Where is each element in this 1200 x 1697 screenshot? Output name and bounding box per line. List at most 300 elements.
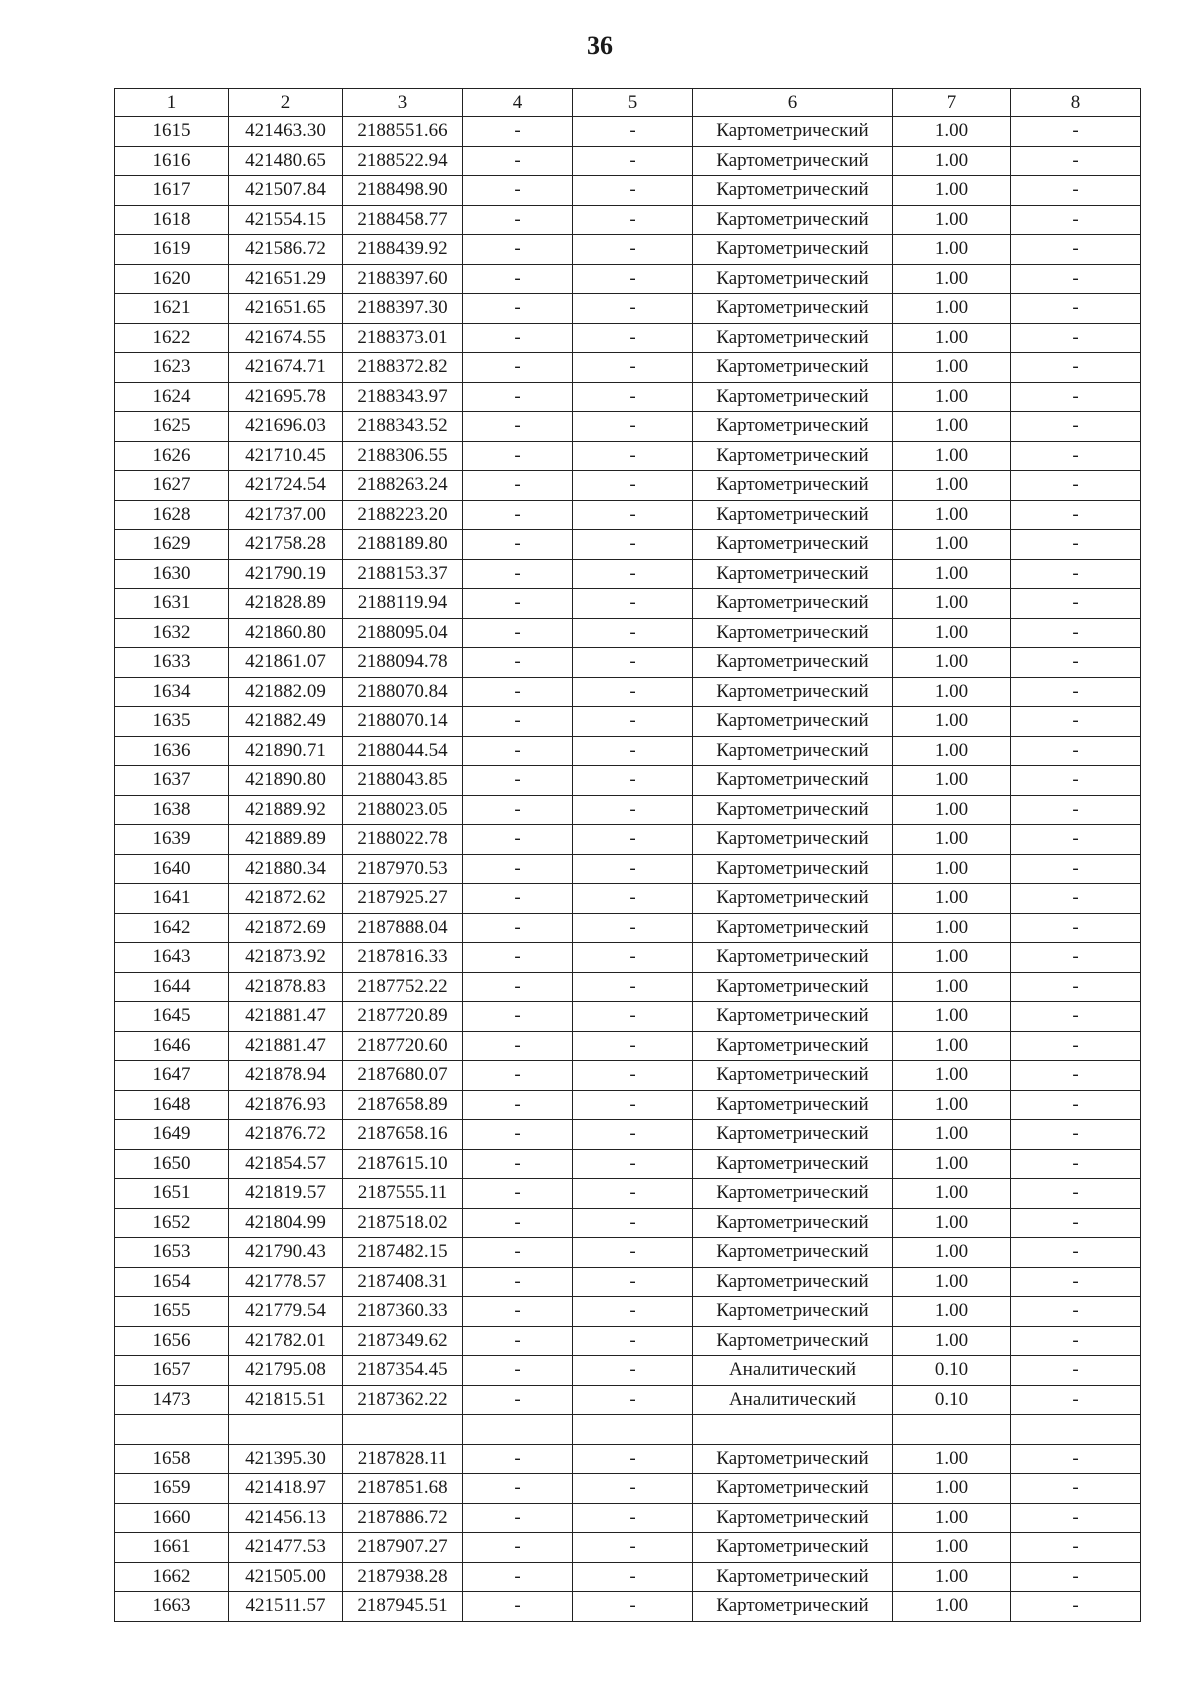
table-cell: - bbox=[573, 1503, 693, 1533]
table-cell: 1.00 bbox=[893, 353, 1011, 383]
table-cell: - bbox=[573, 589, 693, 619]
table-cell: - bbox=[463, 795, 573, 825]
table-cell: - bbox=[463, 618, 573, 648]
table-cell: - bbox=[1011, 618, 1141, 648]
table-cell: - bbox=[1011, 264, 1141, 294]
table-cell: Картометрический bbox=[693, 795, 893, 825]
table-cell: Картометрический bbox=[693, 1002, 893, 1032]
table-row bbox=[115, 1385, 1141, 1415]
table-cell: 1.00 bbox=[893, 1002, 1011, 1032]
table-cell: 2187945.51 bbox=[343, 1592, 463, 1622]
table-cell: 421819.57 bbox=[229, 1179, 343, 1209]
table-row bbox=[115, 1533, 1141, 1563]
table-cell bbox=[115, 1415, 229, 1445]
table-cell: 1.00 bbox=[893, 205, 1011, 235]
table-cell: - bbox=[463, 677, 573, 707]
table-cell: - bbox=[1011, 736, 1141, 766]
table-cell: - bbox=[573, 146, 693, 176]
table-row bbox=[115, 1267, 1141, 1297]
table-cell: - bbox=[573, 1149, 693, 1179]
table-cell: Картометрический bbox=[693, 471, 893, 501]
table-cell: - bbox=[1011, 559, 1141, 589]
table-cell: 1637 bbox=[115, 766, 229, 796]
table-cell: - bbox=[1011, 677, 1141, 707]
table-cell: 421724.54 bbox=[229, 471, 343, 501]
table-cell: - bbox=[463, 146, 573, 176]
table-cell: - bbox=[463, 323, 573, 353]
table-cell: - bbox=[1011, 1503, 1141, 1533]
table-cell: 1.00 bbox=[893, 146, 1011, 176]
table-cell: Картометрический bbox=[693, 648, 893, 678]
table-cell: 1639 bbox=[115, 825, 229, 855]
table-cell: 2188373.01 bbox=[343, 323, 463, 353]
table-cell: 1631 bbox=[115, 589, 229, 619]
table-row bbox=[115, 854, 1141, 884]
table-cell: 421804.99 bbox=[229, 1208, 343, 1238]
table-cell: 421890.80 bbox=[229, 766, 343, 796]
table-cell: Картометрический bbox=[693, 441, 893, 471]
table-cell: 2188439.92 bbox=[343, 235, 463, 265]
table-cell: - bbox=[463, 736, 573, 766]
table-row bbox=[115, 1208, 1141, 1238]
table-cell: - bbox=[1011, 1474, 1141, 1504]
table-cell: 1629 bbox=[115, 530, 229, 560]
table-cell: - bbox=[1011, 235, 1141, 265]
table-cell: 1652 bbox=[115, 1208, 229, 1238]
table-cell: 1.00 bbox=[893, 736, 1011, 766]
table-cell: - bbox=[573, 1326, 693, 1356]
table-cell: 1.00 bbox=[893, 1090, 1011, 1120]
table-cell: - bbox=[463, 1503, 573, 1533]
table-cell: 1638 bbox=[115, 795, 229, 825]
table-cell: 2188044.54 bbox=[343, 736, 463, 766]
table-cell: - bbox=[463, 382, 573, 412]
table-cell: 2188522.94 bbox=[343, 146, 463, 176]
table-cell: 2187518.02 bbox=[343, 1208, 463, 1238]
table-cell: - bbox=[1011, 412, 1141, 442]
table-cell: Картометрический bbox=[693, 854, 893, 884]
table-cell: 1.00 bbox=[893, 1297, 1011, 1327]
table-cell: - bbox=[1011, 323, 1141, 353]
table-cell: 1627 bbox=[115, 471, 229, 501]
table-cell: - bbox=[1011, 707, 1141, 737]
table-cell: 2188119.94 bbox=[343, 589, 463, 619]
table-row bbox=[115, 972, 1141, 1002]
table-cell: 1.00 bbox=[893, 972, 1011, 1002]
table-cell: - bbox=[573, 707, 693, 737]
table-cell: - bbox=[463, 500, 573, 530]
table-row bbox=[115, 323, 1141, 353]
table-cell: 2188397.30 bbox=[343, 294, 463, 324]
table-cell: 1643 bbox=[115, 943, 229, 973]
page-number: 36 bbox=[587, 31, 613, 60]
table-cell: - bbox=[463, 1031, 573, 1061]
table-cell: - bbox=[463, 1326, 573, 1356]
table-cell: - bbox=[463, 1208, 573, 1238]
table-cell: 2188070.84 bbox=[343, 677, 463, 707]
table-row bbox=[115, 1149, 1141, 1179]
table-cell: 1641 bbox=[115, 884, 229, 914]
table-cell: Картометрический bbox=[693, 1326, 893, 1356]
table-cell: 1.00 bbox=[893, 766, 1011, 796]
table-row bbox=[115, 1120, 1141, 1150]
table-cell: 1.00 bbox=[893, 677, 1011, 707]
table-cell: - bbox=[463, 913, 573, 943]
table-cell: 1.00 bbox=[893, 707, 1011, 737]
table-cell: 2188223.20 bbox=[343, 500, 463, 530]
table-cell: - bbox=[1011, 795, 1141, 825]
table-cell: 1.00 bbox=[893, 235, 1011, 265]
table-cell: 2187615.10 bbox=[343, 1149, 463, 1179]
table-cell: 2187970.53 bbox=[343, 854, 463, 884]
table-cell: 421456.13 bbox=[229, 1503, 343, 1533]
table-cell: 2187720.89 bbox=[343, 1002, 463, 1032]
table-cell bbox=[893, 1415, 1011, 1445]
table-row bbox=[115, 618, 1141, 648]
table-cell: 1.00 bbox=[893, 1533, 1011, 1563]
table-cell: 421505.00 bbox=[229, 1562, 343, 1592]
table-cell: - bbox=[573, 441, 693, 471]
table-cell: Картометрический bbox=[693, 294, 893, 324]
table-cell: - bbox=[1011, 117, 1141, 147]
table-cell: Картометрический bbox=[693, 943, 893, 973]
table-row bbox=[115, 264, 1141, 294]
table-cell: - bbox=[463, 589, 573, 619]
table-row bbox=[115, 1031, 1141, 1061]
table-cell: - bbox=[573, 176, 693, 206]
table-cell: - bbox=[463, 412, 573, 442]
table-cell: - bbox=[463, 648, 573, 678]
table-cell: 1653 bbox=[115, 1238, 229, 1268]
table-cell: 1617 bbox=[115, 176, 229, 206]
table-cell: - bbox=[573, 1120, 693, 1150]
table-cell: - bbox=[463, 1297, 573, 1327]
column-header: 7 bbox=[893, 89, 1011, 117]
column-header: 2 bbox=[229, 89, 343, 117]
table-row bbox=[115, 117, 1141, 147]
table-cell: - bbox=[463, 1267, 573, 1297]
table-cell: - bbox=[1011, 530, 1141, 560]
table-cell: 421395.30 bbox=[229, 1444, 343, 1474]
table-row bbox=[115, 1356, 1141, 1386]
table-cell: - bbox=[573, 766, 693, 796]
table-cell: 1636 bbox=[115, 736, 229, 766]
table-cell: 421878.94 bbox=[229, 1061, 343, 1091]
table-cell: 1.00 bbox=[893, 943, 1011, 973]
table-row bbox=[115, 1474, 1141, 1504]
table-cell: 1663 bbox=[115, 1592, 229, 1622]
table-cell: 2187658.89 bbox=[343, 1090, 463, 1120]
table-cell: 421507.84 bbox=[229, 176, 343, 206]
table-cell: - bbox=[573, 1090, 693, 1120]
table-cell: - bbox=[1011, 1562, 1141, 1592]
table-cell: Картометрический bbox=[693, 1533, 893, 1563]
table-cell: 2187354.45 bbox=[343, 1356, 463, 1386]
table-cell: 1.00 bbox=[893, 382, 1011, 412]
table-cell: 421674.71 bbox=[229, 353, 343, 383]
table-cell: 2187362.22 bbox=[343, 1385, 463, 1415]
table-cell: - bbox=[1011, 1533, 1141, 1563]
table-cell: Картометрический bbox=[693, 1090, 893, 1120]
table-cell: - bbox=[573, 117, 693, 147]
table-cell bbox=[229, 1415, 343, 1445]
table-cell: 421477.53 bbox=[229, 1533, 343, 1563]
table-cell: - bbox=[573, 530, 693, 560]
table-cell: Картометрический bbox=[693, 530, 893, 560]
table-cell: - bbox=[463, 1356, 573, 1386]
table-row bbox=[115, 1179, 1141, 1209]
table-cell: 421695.78 bbox=[229, 382, 343, 412]
table-cell: 421554.15 bbox=[229, 205, 343, 235]
table-cell: Картометрический bbox=[693, 176, 893, 206]
table-cell bbox=[693, 1415, 893, 1445]
table-cell: 2188397.60 bbox=[343, 264, 463, 294]
table-cell: 1.00 bbox=[893, 648, 1011, 678]
table-cell: - bbox=[463, 176, 573, 206]
table-cell: - bbox=[1011, 884, 1141, 914]
table-cell: - bbox=[573, 913, 693, 943]
table-cell: - bbox=[463, 1533, 573, 1563]
table-cell: 1.00 bbox=[893, 323, 1011, 353]
table-body bbox=[115, 89, 1141, 1622]
table-cell: 2188023.05 bbox=[343, 795, 463, 825]
table-cell: 1.00 bbox=[893, 1474, 1011, 1504]
table-row bbox=[115, 353, 1141, 383]
table-cell: 421418.97 bbox=[229, 1474, 343, 1504]
table-cell: Аналитический bbox=[693, 1356, 893, 1386]
table-cell: 2188306.55 bbox=[343, 441, 463, 471]
table-cell: - bbox=[1011, 471, 1141, 501]
table-cell: 421861.07 bbox=[229, 648, 343, 678]
table-cell: - bbox=[573, 618, 693, 648]
table-cell: - bbox=[573, 1208, 693, 1238]
table-cell: - bbox=[573, 559, 693, 589]
table-cell: - bbox=[463, 1179, 573, 1209]
table-cell: 421790.19 bbox=[229, 559, 343, 589]
table-cell: - bbox=[1011, 1592, 1141, 1622]
table-cell: 2188458.77 bbox=[343, 205, 463, 235]
table-cell: Картометрический bbox=[693, 1444, 893, 1474]
table-cell: Картометрический bbox=[693, 677, 893, 707]
table-row bbox=[115, 1592, 1141, 1622]
table-cell: 2187680.07 bbox=[343, 1061, 463, 1091]
table-cell: 1.00 bbox=[893, 1120, 1011, 1150]
table-cell: - bbox=[1011, 1149, 1141, 1179]
table-cell: 1.00 bbox=[893, 1592, 1011, 1622]
table-cell: - bbox=[1011, 1238, 1141, 1268]
table-cell: - bbox=[573, 1356, 693, 1386]
table-cell: 1473 bbox=[115, 1385, 229, 1415]
table-cell: 1.00 bbox=[893, 1179, 1011, 1209]
table-cell: 2188189.80 bbox=[343, 530, 463, 560]
table-cell: 421873.92 bbox=[229, 943, 343, 973]
table-cell: 1633 bbox=[115, 648, 229, 678]
table-cell: - bbox=[573, 294, 693, 324]
table-cell: 1.00 bbox=[893, 1238, 1011, 1268]
table-row bbox=[115, 825, 1141, 855]
table-cell: 2188372.82 bbox=[343, 353, 463, 383]
table-cell: 2187752.22 bbox=[343, 972, 463, 1002]
table-cell: - bbox=[573, 943, 693, 973]
table-cell: Картометрический bbox=[693, 382, 893, 412]
table-cell: - bbox=[1011, 294, 1141, 324]
table-cell: 1.00 bbox=[893, 294, 1011, 324]
table-cell: - bbox=[1011, 825, 1141, 855]
table-cell: 1622 bbox=[115, 323, 229, 353]
table-cell: 1615 bbox=[115, 117, 229, 147]
table-cell: - bbox=[573, 1297, 693, 1327]
table-row bbox=[115, 1297, 1141, 1327]
table-cell: 2188551.66 bbox=[343, 117, 463, 147]
table-cell: - bbox=[463, 353, 573, 383]
table-cell: - bbox=[573, 382, 693, 412]
table-row bbox=[115, 736, 1141, 766]
table-cell: - bbox=[463, 294, 573, 324]
column-header: 3 bbox=[343, 89, 463, 117]
table-cell: - bbox=[1011, 176, 1141, 206]
table-cell: - bbox=[463, 854, 573, 884]
table-cell: 1.00 bbox=[893, 618, 1011, 648]
table-row bbox=[115, 1090, 1141, 1120]
table-cell: - bbox=[463, 1444, 573, 1474]
table-row bbox=[115, 530, 1141, 560]
table-cell: - bbox=[573, 884, 693, 914]
table-cell: - bbox=[463, 1061, 573, 1091]
table-cell: 421882.49 bbox=[229, 707, 343, 737]
table-cell: 1656 bbox=[115, 1326, 229, 1356]
table-cell: 1.00 bbox=[893, 1149, 1011, 1179]
table-cell: - bbox=[573, 1002, 693, 1032]
column-header: 4 bbox=[463, 89, 573, 117]
table-cell: - bbox=[463, 1385, 573, 1415]
table-cell: 421890.71 bbox=[229, 736, 343, 766]
table-cell: 1659 bbox=[115, 1474, 229, 1504]
table-cell: 421782.01 bbox=[229, 1326, 343, 1356]
table-cell: 421651.65 bbox=[229, 294, 343, 324]
table-cell: Картометрический bbox=[693, 500, 893, 530]
table-cell: 421876.72 bbox=[229, 1120, 343, 1150]
table-cell: Картометрический bbox=[693, 618, 893, 648]
table-row bbox=[115, 589, 1141, 619]
table-cell: 1618 bbox=[115, 205, 229, 235]
table-cell bbox=[343, 1415, 463, 1445]
blank-separator-row bbox=[115, 1415, 1141, 1445]
table-cell: 421876.93 bbox=[229, 1090, 343, 1120]
table-row bbox=[115, 1503, 1141, 1533]
table-cell: - bbox=[463, 441, 573, 471]
table-cell: 421790.43 bbox=[229, 1238, 343, 1268]
table-cell: Картометрический bbox=[693, 766, 893, 796]
table-cell: 421882.09 bbox=[229, 677, 343, 707]
table-row bbox=[115, 1326, 1141, 1356]
table-cell: 2187925.27 bbox=[343, 884, 463, 914]
table-cell: 1648 bbox=[115, 1090, 229, 1120]
table-cell: - bbox=[463, 1002, 573, 1032]
table-cell: - bbox=[573, 795, 693, 825]
table-row bbox=[115, 176, 1141, 206]
table-cell: 421889.89 bbox=[229, 825, 343, 855]
table-row bbox=[115, 1002, 1141, 1032]
table-cell: - bbox=[573, 235, 693, 265]
table-cell: 1642 bbox=[115, 913, 229, 943]
table-cell: 2188070.14 bbox=[343, 707, 463, 737]
table-cell: 421828.89 bbox=[229, 589, 343, 619]
column-header: 1 bbox=[115, 89, 229, 117]
table-cell: 1655 bbox=[115, 1297, 229, 1327]
table-cell: Картометрический bbox=[693, 884, 893, 914]
table-cell: 1.00 bbox=[893, 559, 1011, 589]
table-cell: 1620 bbox=[115, 264, 229, 294]
table-cell: 1630 bbox=[115, 559, 229, 589]
table-cell: - bbox=[573, 677, 693, 707]
table-cell: - bbox=[463, 205, 573, 235]
table-cell: - bbox=[463, 1090, 573, 1120]
table-cell: - bbox=[1011, 1356, 1141, 1386]
table-cell: 1.00 bbox=[893, 589, 1011, 619]
table-cell: - bbox=[1011, 943, 1141, 973]
table-cell: 1624 bbox=[115, 382, 229, 412]
table-header-row bbox=[115, 89, 1141, 117]
table-cell: Картометрический bbox=[693, 1031, 893, 1061]
table-cell: 421878.83 bbox=[229, 972, 343, 1002]
table-cell: - bbox=[573, 825, 693, 855]
table-cell: - bbox=[573, 1267, 693, 1297]
table-cell: 2187938.28 bbox=[343, 1562, 463, 1592]
table-cell: 1.00 bbox=[893, 854, 1011, 884]
table-cell: 1628 bbox=[115, 500, 229, 530]
table-cell: 2188095.04 bbox=[343, 618, 463, 648]
table-cell: 1662 bbox=[115, 1562, 229, 1592]
table-cell: Картометрический bbox=[693, 589, 893, 619]
table-cell: - bbox=[463, 825, 573, 855]
table-cell: 1.00 bbox=[893, 412, 1011, 442]
table-cell: 1634 bbox=[115, 677, 229, 707]
table-cell: 2187888.04 bbox=[343, 913, 463, 943]
table-cell: - bbox=[573, 471, 693, 501]
table-row bbox=[115, 1444, 1141, 1474]
table-cell: - bbox=[573, 500, 693, 530]
table-cell: Картометрический bbox=[693, 1267, 893, 1297]
table-cell: Картометрический bbox=[693, 707, 893, 737]
table-cell: Картометрический bbox=[693, 1149, 893, 1179]
table-cell: 1.00 bbox=[893, 176, 1011, 206]
table-cell: Картометрический bbox=[693, 1061, 893, 1091]
table-cell: - bbox=[463, 707, 573, 737]
table-cell: 2187886.72 bbox=[343, 1503, 463, 1533]
table-cell: 1.00 bbox=[893, 117, 1011, 147]
table-cell: - bbox=[463, 264, 573, 294]
table-cell: Картометрический bbox=[693, 1503, 893, 1533]
table-cell: - bbox=[463, 117, 573, 147]
table-cell: 1619 bbox=[115, 235, 229, 265]
table-cell: 2187658.16 bbox=[343, 1120, 463, 1150]
table-cell: 421795.08 bbox=[229, 1356, 343, 1386]
table-row bbox=[115, 412, 1141, 442]
table-cell: - bbox=[1011, 589, 1141, 619]
table-cell: 1645 bbox=[115, 1002, 229, 1032]
table-cell: 1616 bbox=[115, 146, 229, 176]
table-cell: 1644 bbox=[115, 972, 229, 1002]
table-row bbox=[115, 766, 1141, 796]
table-cell: - bbox=[1011, 766, 1141, 796]
table-cell: Картометрический bbox=[693, 1562, 893, 1592]
table-cell: 1.00 bbox=[893, 1562, 1011, 1592]
table-cell: - bbox=[463, 1238, 573, 1268]
table-cell: - bbox=[1011, 1267, 1141, 1297]
table-cell: - bbox=[573, 323, 693, 353]
table-cell: - bbox=[1011, 441, 1141, 471]
table-cell: - bbox=[463, 972, 573, 1002]
